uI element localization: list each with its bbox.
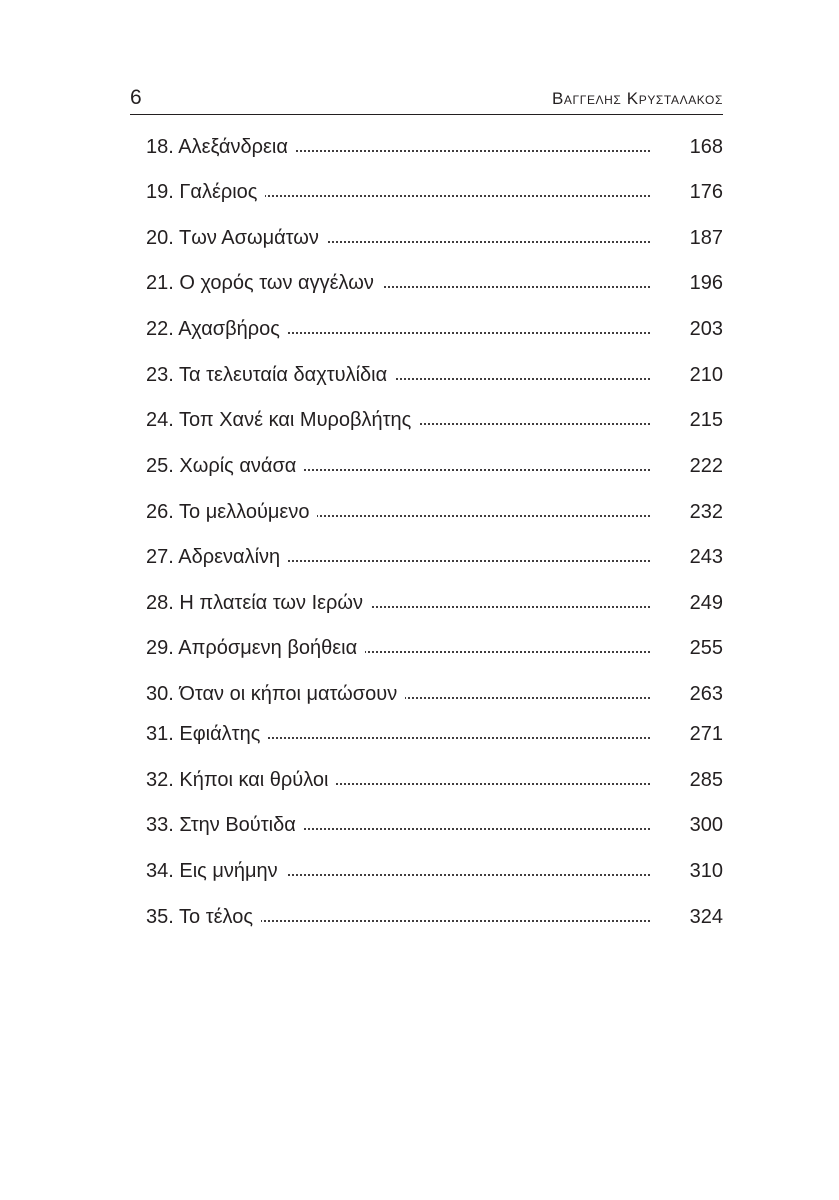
toc-entry bbox=[146, 590, 723, 616]
toc-entry bbox=[146, 767, 723, 793]
toc-leader-dots bbox=[296, 147, 651, 153]
toc-entry-title: 28. Η πλατεία των Ιερών bbox=[146, 592, 364, 614]
toc-entry-page: 168 bbox=[689, 136, 723, 158]
toc-leader-dots bbox=[382, 283, 651, 289]
toc-entry-title: 32. Κήποι και θρύλοι bbox=[146, 769, 329, 791]
toc-entry-page: 300 bbox=[689, 814, 723, 836]
toc-leader-dots bbox=[261, 917, 651, 923]
toc-entry-page: 263 bbox=[689, 683, 723, 705]
toc-entry-page: 222 bbox=[689, 455, 723, 477]
toc-entry-title: 29. Απρόσμενη βοήθεια bbox=[146, 637, 358, 659]
page-header bbox=[130, 86, 723, 115]
toc-entry-page: 210 bbox=[689, 364, 723, 386]
page-number: 6 bbox=[130, 86, 142, 109]
toc-entry bbox=[146, 812, 723, 838]
toc-entry-title: 25. Χωρίς ανάσα bbox=[146, 455, 297, 477]
toc-entry-title: 20. Των Ασωμάτων bbox=[146, 227, 319, 249]
toc-leader-dots bbox=[288, 557, 651, 563]
toc-leader-dots bbox=[304, 825, 651, 831]
toc-leader-dots bbox=[265, 192, 651, 198]
toc-leader-dots bbox=[317, 512, 651, 518]
toc-entry-page: 215 bbox=[689, 409, 723, 431]
toc-leader-dots bbox=[268, 734, 651, 740]
toc-leader-dots bbox=[336, 780, 651, 786]
toc-entry-page: 285 bbox=[689, 769, 723, 791]
running-head-author: Βαγγελης Κρυσταλακος bbox=[551, 89, 723, 108]
toc-entry bbox=[146, 270, 723, 296]
toc-entry-page: 232 bbox=[689, 501, 723, 523]
toc-entry-page: 203 bbox=[689, 318, 723, 340]
toc-entry-title: 33. Στην Βούτιδα bbox=[146, 814, 296, 836]
toc-entry-title: 27. Αδρεναλίνη bbox=[146, 546, 281, 568]
toc-entry bbox=[146, 362, 723, 388]
toc-entry-page: 187 bbox=[689, 227, 723, 249]
toc-entry bbox=[146, 635, 723, 661]
toc-leader-dots bbox=[405, 694, 651, 700]
toc-entry-title: 34. Εις μνήμην bbox=[146, 860, 278, 882]
toc-leader-dots bbox=[419, 420, 651, 426]
toc-entry bbox=[146, 499, 723, 525]
toc-leader-dots bbox=[395, 375, 651, 381]
toc-entry-title: 30. Όταν οι κήποι ματώσουν bbox=[146, 683, 398, 705]
toc-entry bbox=[146, 858, 723, 884]
toc-entry bbox=[146, 721, 723, 747]
toc-entry-page: 196 bbox=[689, 272, 723, 294]
toc-leader-dots bbox=[365, 648, 651, 654]
toc-entry-page: 310 bbox=[689, 860, 723, 882]
toc-leader-dots bbox=[304, 466, 651, 472]
toc-entry bbox=[146, 179, 723, 205]
toc-entry-title: 21. Ο χορός των αγγέλων bbox=[146, 272, 374, 294]
toc-entry-title: 19. Γαλέριος bbox=[146, 181, 258, 203]
toc-entry-title: 31. Εφιάλτης bbox=[146, 723, 261, 745]
toc-leader-dots bbox=[327, 238, 651, 244]
toc-entry-title: 18. Αλεξάνδρεια bbox=[146, 136, 288, 158]
toc-entry-page: 249 bbox=[689, 592, 723, 614]
toc-entry-title: 24. Τοπ Χανέ και Μυροβλήτης bbox=[146, 409, 412, 431]
toc-entry-title: 23. Τα τελευταία δαχτυλίδια bbox=[146, 364, 388, 386]
toc-entry-page: 176 bbox=[689, 181, 723, 203]
toc-entry bbox=[146, 544, 723, 570]
toc-entry bbox=[146, 904, 723, 930]
toc-entry-page: 243 bbox=[689, 546, 723, 568]
toc-entry bbox=[146, 134, 723, 160]
toc-entry bbox=[146, 681, 723, 707]
toc-leader-dots bbox=[288, 329, 651, 335]
toc-leader-dots bbox=[286, 871, 651, 877]
toc-entry-page: 271 bbox=[689, 723, 723, 745]
toc-entry-title: 35. Το τέλος bbox=[146, 906, 253, 928]
toc-entry-page: 324 bbox=[689, 906, 723, 928]
toc-entry-title: 22. Αχασβήρος bbox=[146, 318, 280, 340]
toc-entry bbox=[146, 225, 723, 251]
toc-entry bbox=[146, 316, 723, 342]
toc-entry bbox=[146, 407, 723, 433]
toc-entry-page: 255 bbox=[689, 637, 723, 659]
toc-entry-title: 26. Το μελλούμενο bbox=[146, 501, 310, 523]
toc-entry bbox=[146, 453, 723, 479]
toc-leader-dots bbox=[371, 603, 651, 609]
